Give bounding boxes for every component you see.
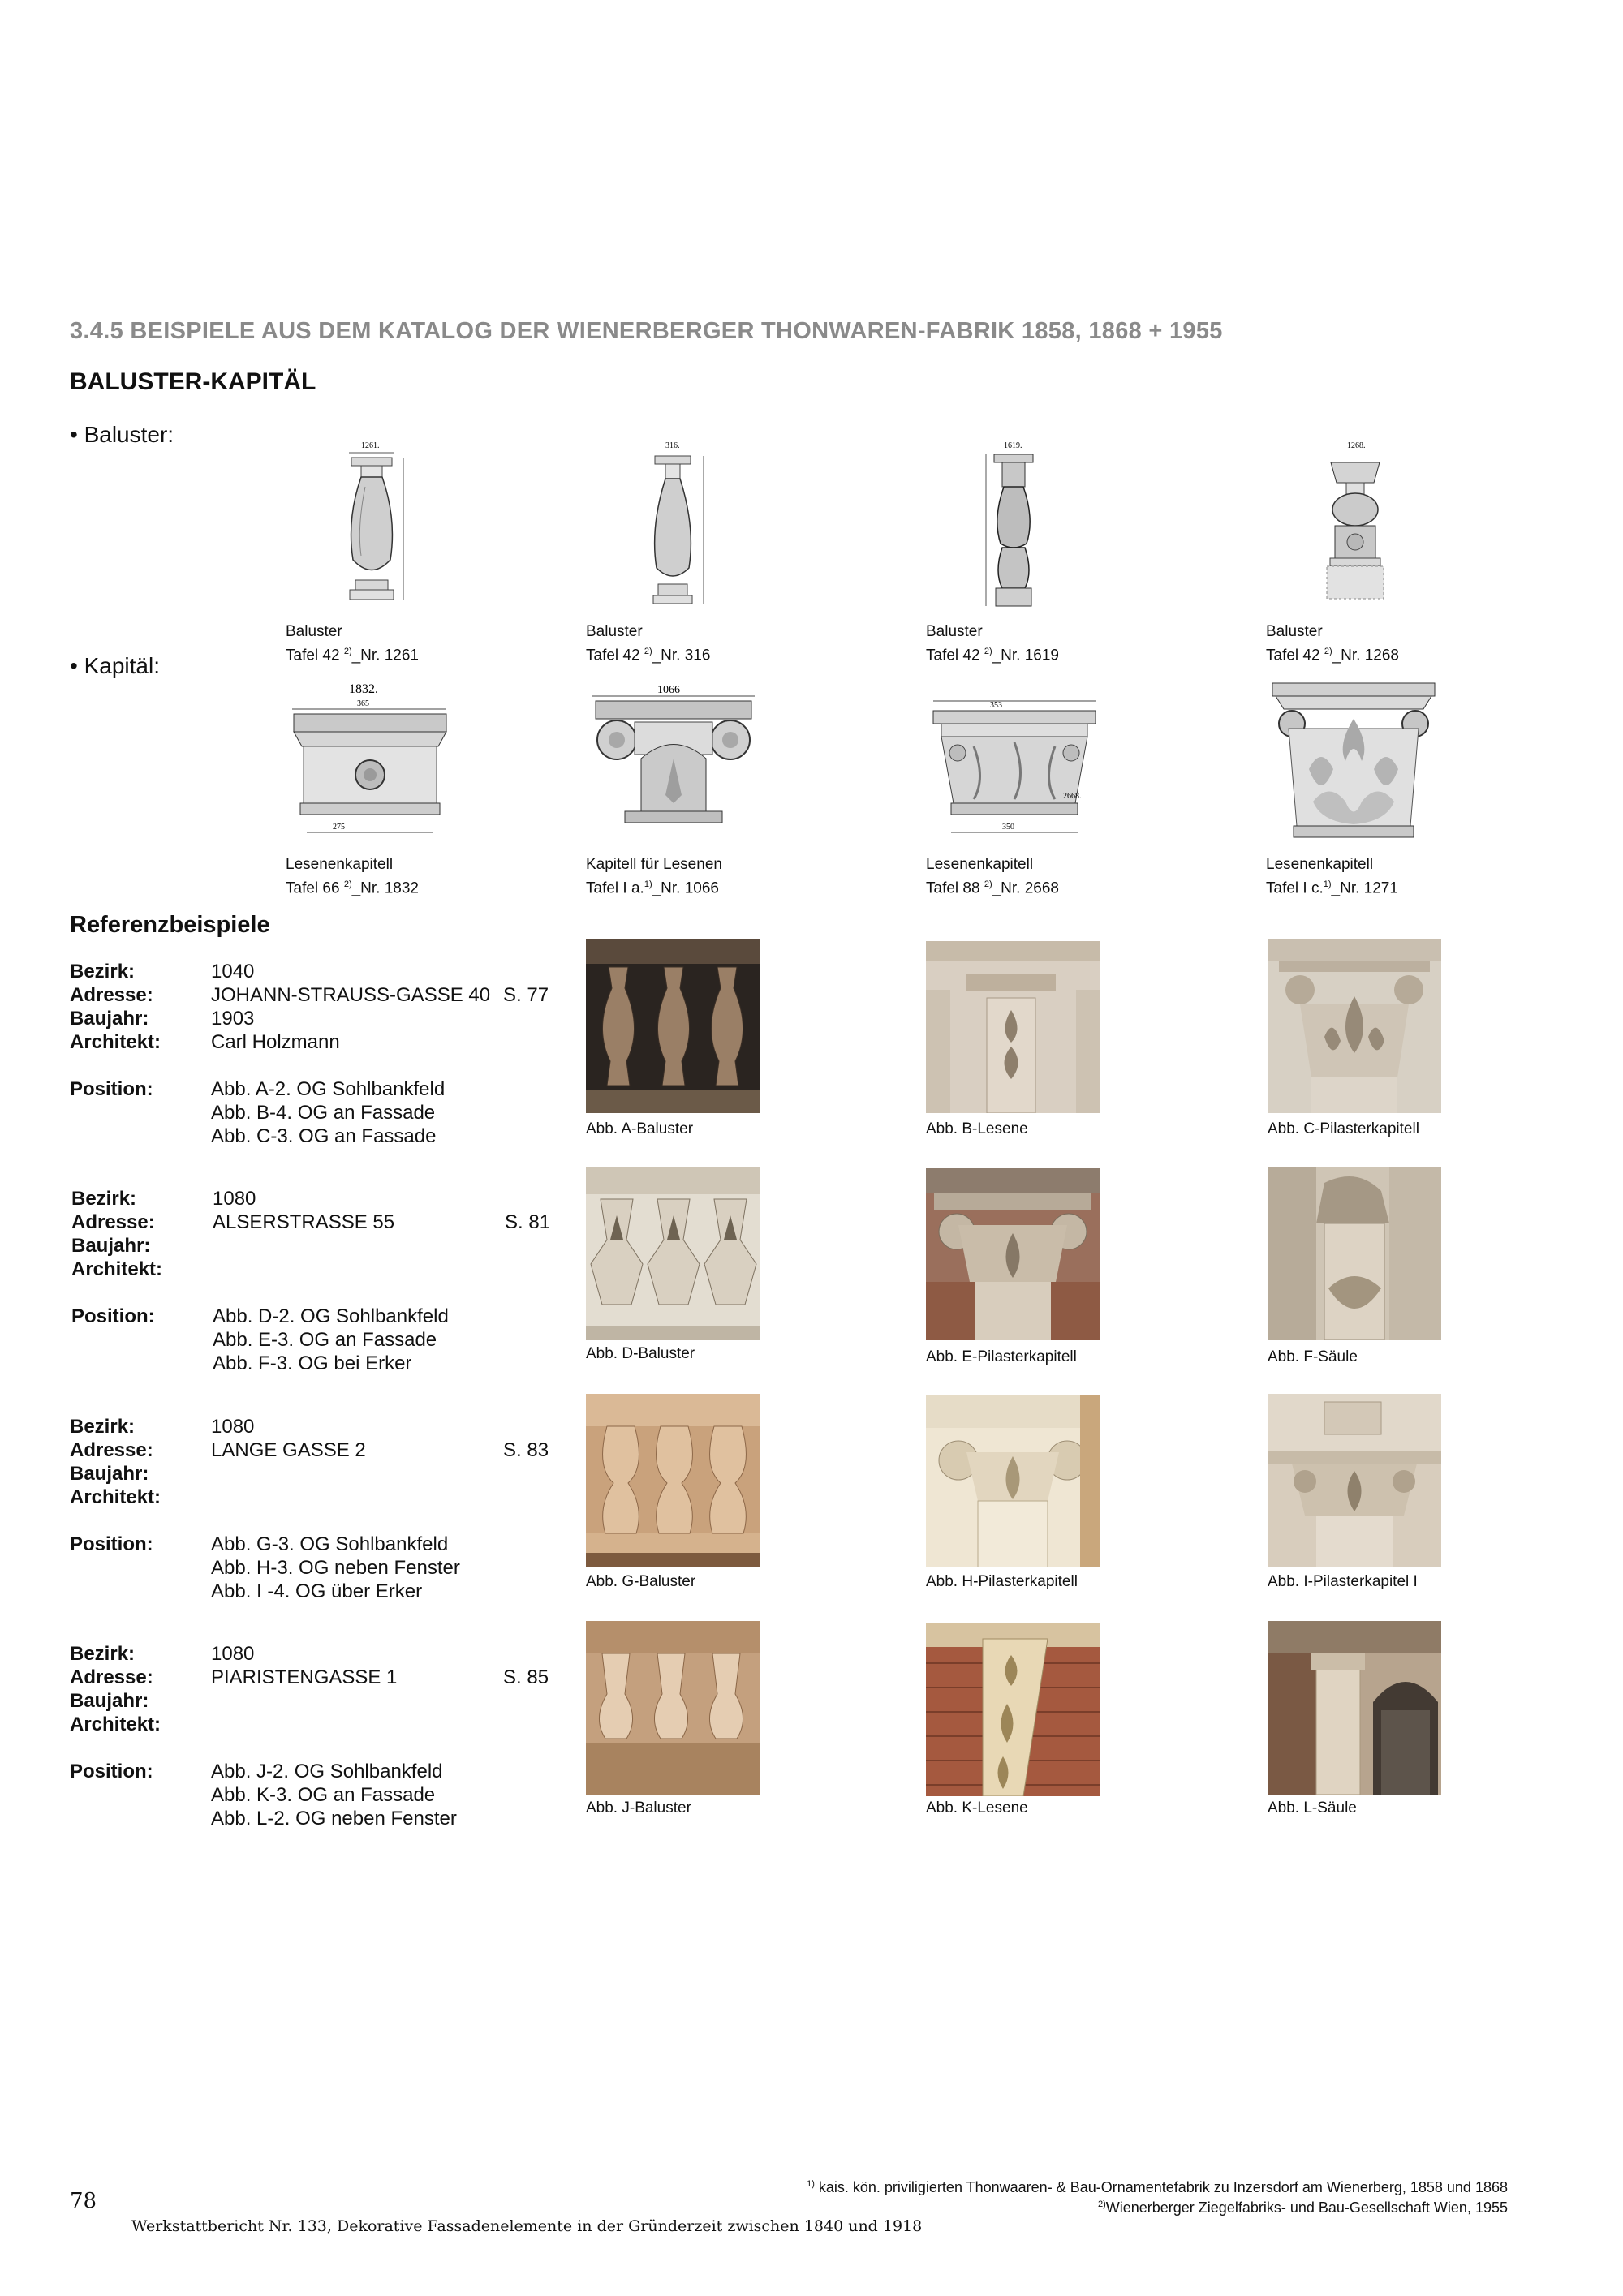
baujahr-label: Baujahr: bbox=[70, 1008, 149, 1030]
referenz-heading: Referenzbeispiele bbox=[70, 912, 270, 938]
adresse-label: Adresse: bbox=[70, 984, 153, 1006]
photo-caption: Abb. F-Säule bbox=[1268, 1348, 1358, 1365]
page-ref: S. 81 bbox=[505, 1211, 551, 1233]
adresse-value: PIARISTENGASSE 1 bbox=[211, 1666, 398, 1688]
position-item: Abb. B-4. OG an Fassade bbox=[211, 1102, 436, 1124]
baluster-bullet: • Baluster: bbox=[70, 422, 174, 447]
position-item: Abb. D-2. OG Sohlbankfeld bbox=[213, 1305, 449, 1327]
reference-block-2 bbox=[71, 1187, 570, 1375]
photo-caption: Abb. B-Lesene bbox=[926, 1120, 1028, 1137]
photo-d-baluster bbox=[586, 1167, 760, 1340]
drawing-label: 1619. bbox=[1004, 441, 1022, 450]
caption-ref: Tafel 42 $^{2)}$_Nr. 1619 bbox=[926, 647, 1060, 664]
kapitell-drawing-2668 bbox=[925, 690, 1104, 844]
caption-title: Kapitell für Lesenen bbox=[586, 856, 722, 873]
photo-caption: Abb. H-Pilasterkapitell bbox=[926, 1573, 1078, 1590]
photo-caption: Abb. I-Pilasterkapitel I bbox=[1268, 1573, 1418, 1590]
caption-title: Lesenenkapitell bbox=[926, 856, 1034, 873]
drawing-label: 316. bbox=[665, 441, 680, 450]
photo-k-lesene bbox=[926, 1623, 1100, 1796]
caption-title: Baluster bbox=[1266, 623, 1323, 640]
kapitell-drawing-1271 bbox=[1264, 680, 1443, 846]
baluster-caption-1 bbox=[286, 622, 419, 665]
photo-e-pilasterkapitell bbox=[926, 1168, 1100, 1340]
photo-caption: Abb. L-Säule bbox=[1268, 1799, 1357, 1817]
position-item: Abb. J-2. OG Sohlbankfeld bbox=[211, 1761, 443, 1782]
caption-ref: Tafel 42 $^{2)}$_Nr. 1268 bbox=[1266, 647, 1400, 664]
caption-ref: Tafel 42 $^{2)}$_Nr. 316 bbox=[586, 647, 711, 664]
baujahr-value bbox=[211, 1689, 503, 1713]
baujahr-label: Baujahr: bbox=[70, 1690, 149, 1712]
bezirk-label: Bezirk: bbox=[70, 1416, 136, 1438]
footnote-1: $^{1)}$ kais. kön. priviligierten Thonwaaren- & Bau-Ornamentefabrik zu Inzersdorf am Wienerberg, 1858 und 1868 bbox=[807, 2179, 1508, 2195]
reference-block-1 bbox=[70, 960, 568, 1148]
photo-a-baluster bbox=[586, 939, 760, 1113]
kapitell-drawing-1066 bbox=[584, 681, 763, 840]
bezirk-value: 1080 bbox=[211, 1416, 255, 1438]
architekt-label: Architekt: bbox=[70, 1713, 161, 1735]
photo-h-pilasterkapitell bbox=[926, 1395, 1100, 1567]
bezirk-value: 1040 bbox=[211, 961, 255, 982]
baujahr-value: 1903 bbox=[211, 1008, 255, 1030]
caption-title: Lesenenkapitell bbox=[286, 856, 394, 873]
photo-caption: Abb. C-Pilasterkapitell bbox=[1268, 1120, 1419, 1137]
page-number: 78 bbox=[70, 2189, 97, 2213]
kapitell-caption-2 bbox=[586, 855, 722, 898]
caption-title: Baluster bbox=[926, 623, 983, 640]
caption-ref: Tafel I a.$^{1)}$_Nr. 1066 bbox=[586, 879, 720, 897]
position-item: Abb. I -4. OG über Erker bbox=[211, 1580, 423, 1602]
drawing-dimension: 350 bbox=[1002, 823, 1014, 832]
baujahr-label: Baujahr: bbox=[71, 1235, 151, 1257]
drawing-label: 2668. bbox=[1063, 792, 1082, 801]
caption-ref: Tafel I c.$^{1)}$_Nr. 1271 bbox=[1266, 879, 1398, 897]
architekt-value: Carl Holzmann bbox=[211, 1031, 340, 1053]
caption-ref: Tafel 66 $^{2)}$_Nr. 1832 bbox=[286, 879, 420, 897]
baujahr-label: Baujahr: bbox=[70, 1463, 149, 1485]
position-item: Abb. K-3. OG an Fassade bbox=[211, 1784, 436, 1806]
photo-j-baluster bbox=[586, 1621, 760, 1795]
footer-text: Werkstattbericht Nr. 133, Dekorative Fassadenelemente in der Gründerzeit zwischen 1840 und 1918 bbox=[131, 2217, 923, 2235]
drawing-label: 1066 bbox=[657, 684, 680, 696]
caption-ref: Tafel 42 $^{2)}$_Nr. 1261 bbox=[286, 647, 420, 664]
photo-c-pilasterkapitell bbox=[1268, 939, 1441, 1113]
bezirk-value: 1080 bbox=[211, 1643, 255, 1665]
architekt-label: Architekt: bbox=[70, 1031, 161, 1053]
adresse-value: ALSERSTRASSE 55 bbox=[213, 1211, 395, 1233]
page-ref: S. 77 bbox=[503, 984, 549, 1006]
drawing-label: 1268. bbox=[1347, 441, 1366, 450]
photo-f-saeule bbox=[1268, 1167, 1441, 1340]
photo-g-baluster bbox=[586, 1394, 760, 1567]
adresse-label: Adresse: bbox=[70, 1666, 153, 1688]
bezirk-value: 1080 bbox=[213, 1188, 256, 1210]
position-item: Abb. L-2. OG neben Fenster bbox=[211, 1808, 457, 1829]
bezirk-label: Bezirk: bbox=[70, 961, 136, 982]
photo-b-lesene bbox=[926, 941, 1100, 1113]
position-item: Abb. G-3. OG Sohlbankfeld bbox=[211, 1533, 449, 1555]
position-label: Position: bbox=[71, 1305, 155, 1327]
position-item: Abb. F-3. OG bei Erker bbox=[213, 1352, 412, 1374]
photo-caption: Abb. A-Baluster bbox=[586, 1120, 694, 1137]
position-item: Abb. A-2. OG Sohlbankfeld bbox=[211, 1078, 446, 1100]
position-label: Position: bbox=[70, 1533, 153, 1555]
photo-caption: Abb. J-Baluster bbox=[586, 1799, 691, 1817]
baluster-drawing-1619 bbox=[970, 438, 1059, 621]
photo-l-saeule bbox=[1268, 1621, 1441, 1795]
photo-caption: Abb. G-Baluster bbox=[586, 1573, 696, 1590]
architekt-value bbox=[211, 1486, 503, 1509]
caption-title: Baluster bbox=[586, 623, 643, 640]
position-label: Position: bbox=[70, 1761, 153, 1782]
bezirk-label: Bezirk: bbox=[71, 1188, 137, 1210]
baluster-drawing-1261 bbox=[329, 438, 418, 621]
kapitell-caption-4 bbox=[1266, 855, 1398, 898]
position-label: Position: bbox=[70, 1078, 153, 1100]
footnote-2: $^{2)}$Wienerberger Ziegelfabriks- und Bau-Gesellschaft Wien, 1955 bbox=[1097, 2199, 1508, 2216]
caption-ref: Tafel 88 $^{2)}$_Nr. 2668 bbox=[926, 879, 1060, 897]
baluster-caption-2 bbox=[586, 622, 710, 665]
baluster-drawing-316 bbox=[629, 438, 718, 621]
caption-title: Lesenenkapitell bbox=[1266, 856, 1374, 873]
baujahr-value bbox=[211, 1462, 503, 1486]
bezirk-label: Bezirk: bbox=[70, 1643, 136, 1665]
position-item: Abb. H-3. OG neben Fenster bbox=[211, 1557, 460, 1579]
drawing-dimension: 275 bbox=[333, 823, 345, 832]
adresse-value: LANGE GASSE 2 bbox=[211, 1439, 366, 1461]
baujahr-value bbox=[213, 1234, 505, 1258]
position-item: Abb. C-3. OG an Fassade bbox=[211, 1125, 437, 1147]
adresse-value: JOHANN-STRAUSS-GASSE 40 bbox=[211, 984, 491, 1006]
photo-caption: Abb. E-Pilasterkapitell bbox=[926, 1348, 1077, 1365]
baluster-drawing-1268 bbox=[1311, 438, 1400, 621]
page-subtitle: BALUSTER-KAPITÄL bbox=[70, 368, 316, 395]
reference-block-3 bbox=[70, 1415, 568, 1603]
architekt-label: Architekt: bbox=[70, 1486, 161, 1508]
page-ref: S. 85 bbox=[503, 1666, 549, 1688]
drawing-dimension: 365 bbox=[357, 699, 369, 708]
drawing-dimension: 353 bbox=[990, 701, 1002, 710]
kapitell-caption-3 bbox=[926, 855, 1059, 898]
drawing-label: 1261. bbox=[361, 441, 380, 450]
section-title: 3.4.5 BEISPIELE AUS DEM KATALOG DER WIENERBERGER THONWAREN-FABRIK 1858, 1868 + 1955 bbox=[70, 318, 1223, 344]
drawing-label: 1832. bbox=[349, 682, 378, 696]
photo-caption: Abb. K-Lesene bbox=[926, 1799, 1028, 1817]
adresse-label: Adresse: bbox=[71, 1211, 155, 1233]
adresse-label: Adresse: bbox=[70, 1439, 153, 1461]
position-item: Abb. E-3. OG an Fassade bbox=[213, 1329, 437, 1351]
photo-i-pilasterkapitell bbox=[1268, 1394, 1441, 1567]
baluster-caption-3 bbox=[926, 622, 1059, 665]
architekt-value bbox=[213, 1258, 505, 1281]
kapitell-caption-1 bbox=[286, 855, 419, 898]
architekt-value bbox=[211, 1713, 503, 1736]
photo-caption: Abb. D-Baluster bbox=[586, 1345, 695, 1362]
reference-block-4 bbox=[70, 1642, 568, 1830]
caption-title: Baluster bbox=[286, 623, 342, 640]
kapitaell-bullet: • Kapitäl: bbox=[70, 653, 160, 678]
architekt-label: Architekt: bbox=[71, 1258, 163, 1280]
kapitell-drawing-1832 bbox=[284, 681, 463, 840]
page-ref: S. 83 bbox=[503, 1439, 549, 1461]
baluster-caption-4 bbox=[1266, 622, 1399, 665]
